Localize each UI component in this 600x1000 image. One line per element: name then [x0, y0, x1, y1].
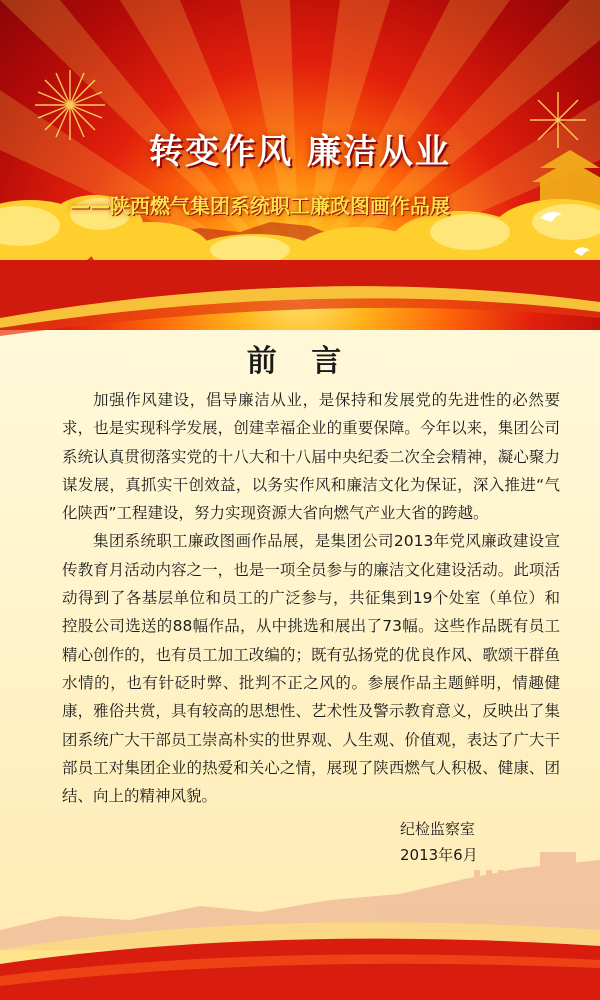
footer-decoration — [0, 820, 600, 1000]
preface-content — [62, 386, 560, 810]
page-title: 转变作风 廉洁从业 — [149, 132, 451, 172]
preface-heading: 前 言 — [246, 344, 354, 379]
date: 2013年6月 — [400, 846, 478, 864]
preface-paragraph: 加强作风建设，倡导廉洁从业，是保持和发展党的先进性的必然要求，也是实现科学发展，创建幸福企业的重要保障。今年以来，集团公司系统认真贯彻落实党的十八大和十八届中央纪委二次全会精神，凝心聚力谋发展，真抓实干创效益，以务实作风和廉洁文化为保证，深入推进“气化陕西”工程建设，努力实现资源大省向燃气产业大省的跨越。 — [62, 391, 560, 523]
preface-paragraph: 集团系统职工廉政图画作品展，是集团公司2013年党风廉政建设宣传教育月活动内容之一，也是一项全员参与的廉洁文化建设活动。此项活动得到了各基层单位和员工的广泛参与，共征集到19个处室（单位）和控股公司选送的88幅作品，从中挑选和展出了73幅。这些作品既有员工精心创作的，也有员工加工改编的；既有弘扬党的优良作风、歌颂干群鱼水情的，也有针砭时弊、批判不正之风的。参展作品主题鲜明，情趣健康，雅俗共赏，具有较高的思想性、艺术性及警示教育意义，反映出了集团系统广大干部员工崇高朴实的世界观、人生观、价值观，表达了广大干部员工对集团企业的热爱和关心之情，展现了陕西燃气人积极、健康、团结、向上的精神风貌。 — [62, 532, 560, 806]
page-subtitle: ——陕西燃气集团系统职工廉政图画作品展 — [70, 194, 450, 218]
signature: 纪检监察室 — [400, 820, 476, 838]
